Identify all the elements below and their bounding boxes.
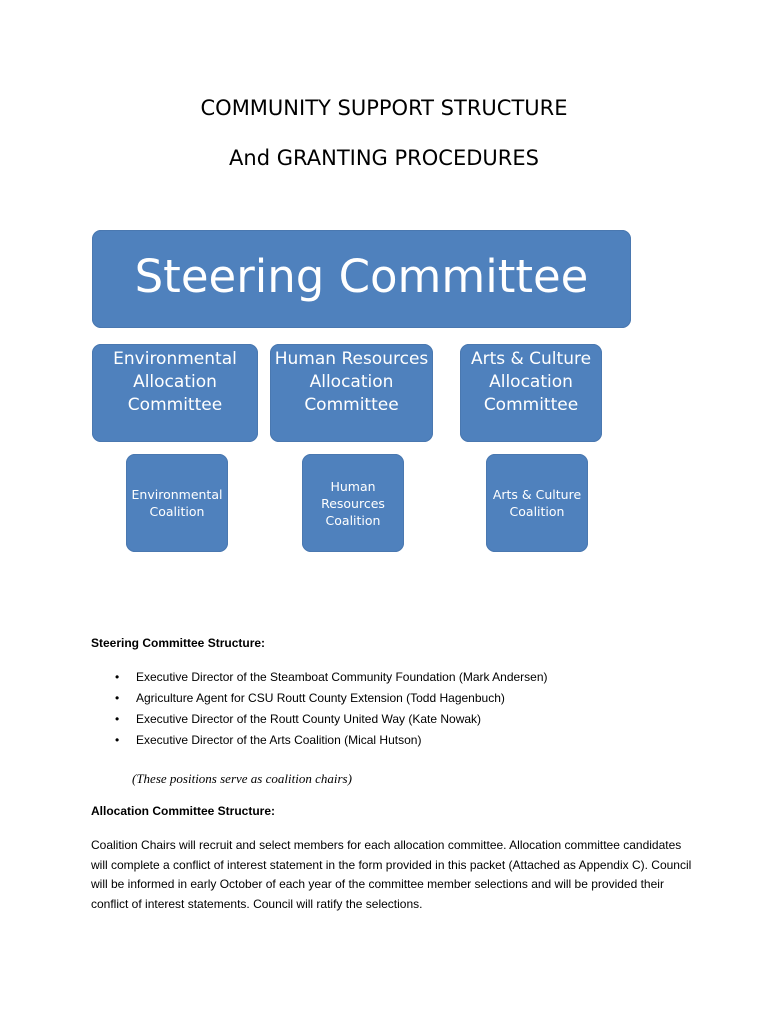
coalition-chairs-note: (These positions serve as coalition chairs): [132, 771, 352, 786]
box-line: Coalition: [325, 512, 381, 528]
box-line: Committee: [127, 395, 223, 415]
list-item: • Agriculture Agent for CSU Routt County Extension (Todd Hagenbuch): [112, 690, 548, 711]
list-item: • Executive Director of the Steamboat Community Foundation (Mark Andersen): [112, 669, 548, 690]
box-line: Resources: [321, 495, 385, 511]
document-subtitle: And GRANTING PROCEDURES: [229, 146, 539, 170]
box-line: Committee: [304, 395, 399, 415]
steering-committee-box: [92, 230, 631, 328]
steering-committee-label: Steering Committee: [134, 249, 589, 303]
box-line: Committee: [483, 395, 579, 415]
allocation-structure-heading: Allocation Committee Structure:: [91, 804, 276, 818]
box-line: Arts & Culture: [470, 349, 592, 369]
arts-culture-allocation-committee-box: [460, 344, 602, 442]
list-item: • Executive Director of the Routt County United Way (Kate Nowak): [112, 711, 548, 732]
document-title: COMMUNITY SUPPORT STRUCTURE: [200, 96, 568, 120]
box-line: Allocation: [133, 372, 217, 392]
box-line: Arts & Culture: [492, 487, 582, 502]
box-line: Allocation: [489, 372, 573, 392]
box-line: Coalition: [149, 504, 205, 519]
allocation-structure-paragraph: Coalition Chairs will recruit and select members for each allocation committee. Allocation committee candidates will complete a conflict of interest statement in the form provided in this packet (Attached as Appendix C). Council will be informed in early October of each year of the committee member selections and will be provided their conflict of interest statements. Council will ratify the selections.: [91, 838, 692, 911]
human-resources-allocation-committee-box: [270, 344, 433, 442]
steering-structure-heading: Steering Committee Structure:: [91, 636, 266, 650]
environmental-coalition-box: [126, 454, 228, 552]
steering-members-list: [112, 669, 548, 753]
box-line: Environmental: [131, 487, 223, 502]
environmental-allocation-committee-box: [92, 344, 258, 442]
list-item: • Executive Director of the Arts Coalition (Mical Hutson): [112, 732, 548, 753]
box-line: Coalition: [509, 504, 565, 519]
arts-culture-coalition-box: [486, 454, 588, 552]
box-line: Human Resources: [274, 349, 429, 369]
box-line: Allocation: [309, 372, 394, 392]
human-resources-coalition-box: [302, 454, 404, 552]
box-line: Human: [330, 478, 376, 494]
box-line: Environmental: [113, 349, 237, 369]
